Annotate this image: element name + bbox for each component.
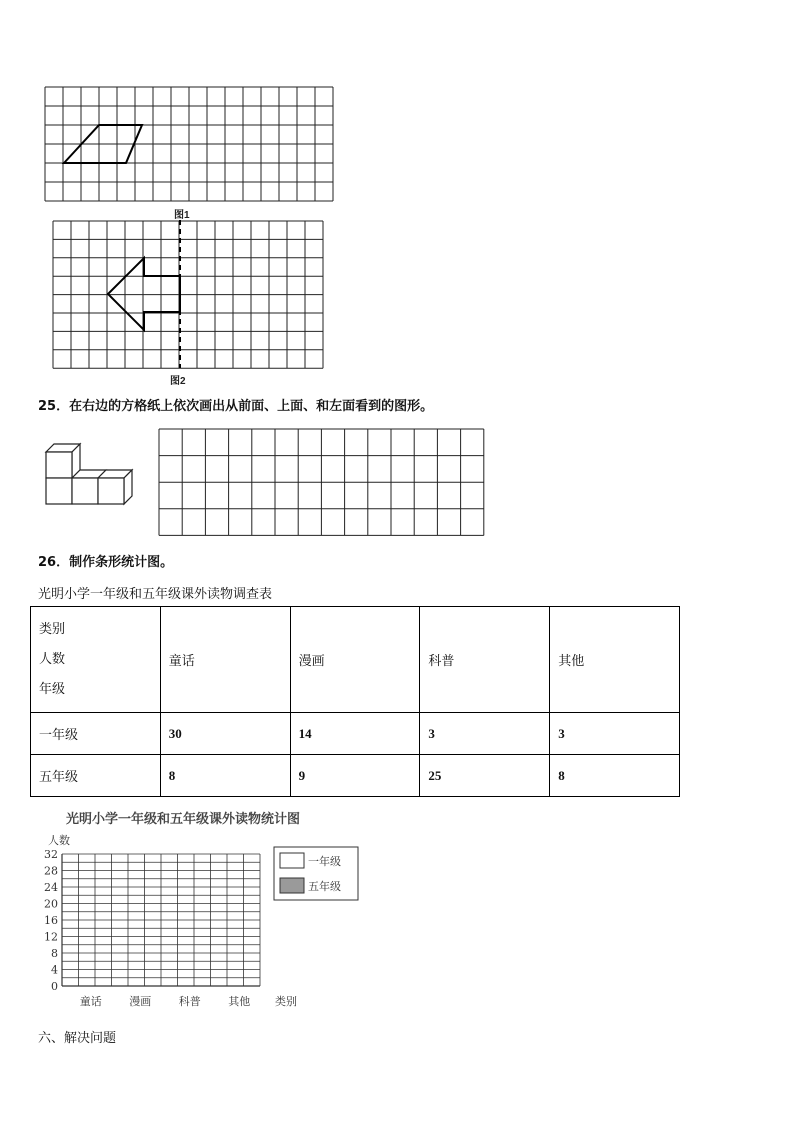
x-category-label: 科普	[178, 995, 201, 1008]
x-category-label: 童话	[79, 995, 102, 1008]
y-tick-label: 0	[51, 980, 58, 993]
y-tick-label: 4	[51, 963, 58, 977]
cube-solid-figure	[42, 440, 137, 512]
table-title: 光明小学一年级和五年级课外读物调查表	[38, 587, 273, 602]
corner-label-category: 类别	[39, 621, 66, 637]
legend-label-grade1: 一年级	[308, 855, 341, 868]
column-header: 漫画	[290, 607, 420, 713]
x-category-label: 其他	[228, 995, 251, 1008]
figure2-grid	[52, 220, 328, 370]
table-cell: 9	[290, 755, 420, 797]
y-tick-label: 32	[44, 848, 58, 861]
arrow-shape	[108, 258, 180, 330]
table-row	[31, 713, 680, 755]
section-heading: 六、解决问题	[38, 1031, 117, 1046]
legend-swatch-grade5	[280, 878, 304, 893]
y-tick-label: 24	[44, 881, 58, 894]
chart-title: 光明小学一年级和五年级课外读物统计图	[66, 812, 301, 827]
column-header: 童话	[160, 607, 290, 713]
y-tick-label: 8	[51, 947, 58, 960]
y-tick-label: 12	[44, 930, 58, 944]
y-tick-label: 20	[44, 897, 58, 911]
table-cell: 25	[420, 755, 550, 797]
table-cell: 8	[550, 755, 680, 797]
column-header: 其他	[550, 607, 680, 713]
corner-label-people: 人数	[39, 651, 66, 667]
question-26: 26．制作条形统计图。	[38, 555, 174, 570]
figure1-caption: 图1	[174, 210, 190, 221]
row-grade: 一年级	[31, 713, 161, 755]
table-cell: 14	[290, 713, 420, 755]
y-tick-label: 28	[44, 864, 58, 878]
table-cell: 3	[420, 713, 550, 755]
figure1-grid	[44, 86, 336, 204]
corner-label-grade: 年级	[39, 681, 66, 697]
y-axis-label: 人数	[48, 834, 70, 847]
table-cell: 8	[160, 755, 290, 797]
x-category-label: 漫画	[129, 995, 152, 1008]
bar-chart[interactable]	[30, 806, 370, 1014]
table-cell: 3	[550, 713, 680, 755]
figure2-caption: 图2	[170, 376, 186, 387]
header-corner-cell	[31, 607, 161, 713]
table-cell: 30	[160, 713, 290, 755]
legend-swatch-grade1	[280, 853, 304, 868]
answer-grid[interactable]	[158, 428, 490, 538]
legend-label-grade5: 五年级	[308, 880, 341, 893]
survey-table	[30, 606, 680, 797]
row-grade: 五年级	[31, 755, 161, 797]
table-header-row	[31, 607, 680, 713]
y-tick-label: 16	[44, 914, 58, 927]
question-25: 25．在右边的方格纸上依次画出从前面、上面、和左面看到的图形。	[38, 399, 434, 414]
x-axis-label: 类别	[275, 995, 297, 1008]
table-row	[31, 755, 680, 797]
column-header: 科普	[420, 607, 550, 713]
